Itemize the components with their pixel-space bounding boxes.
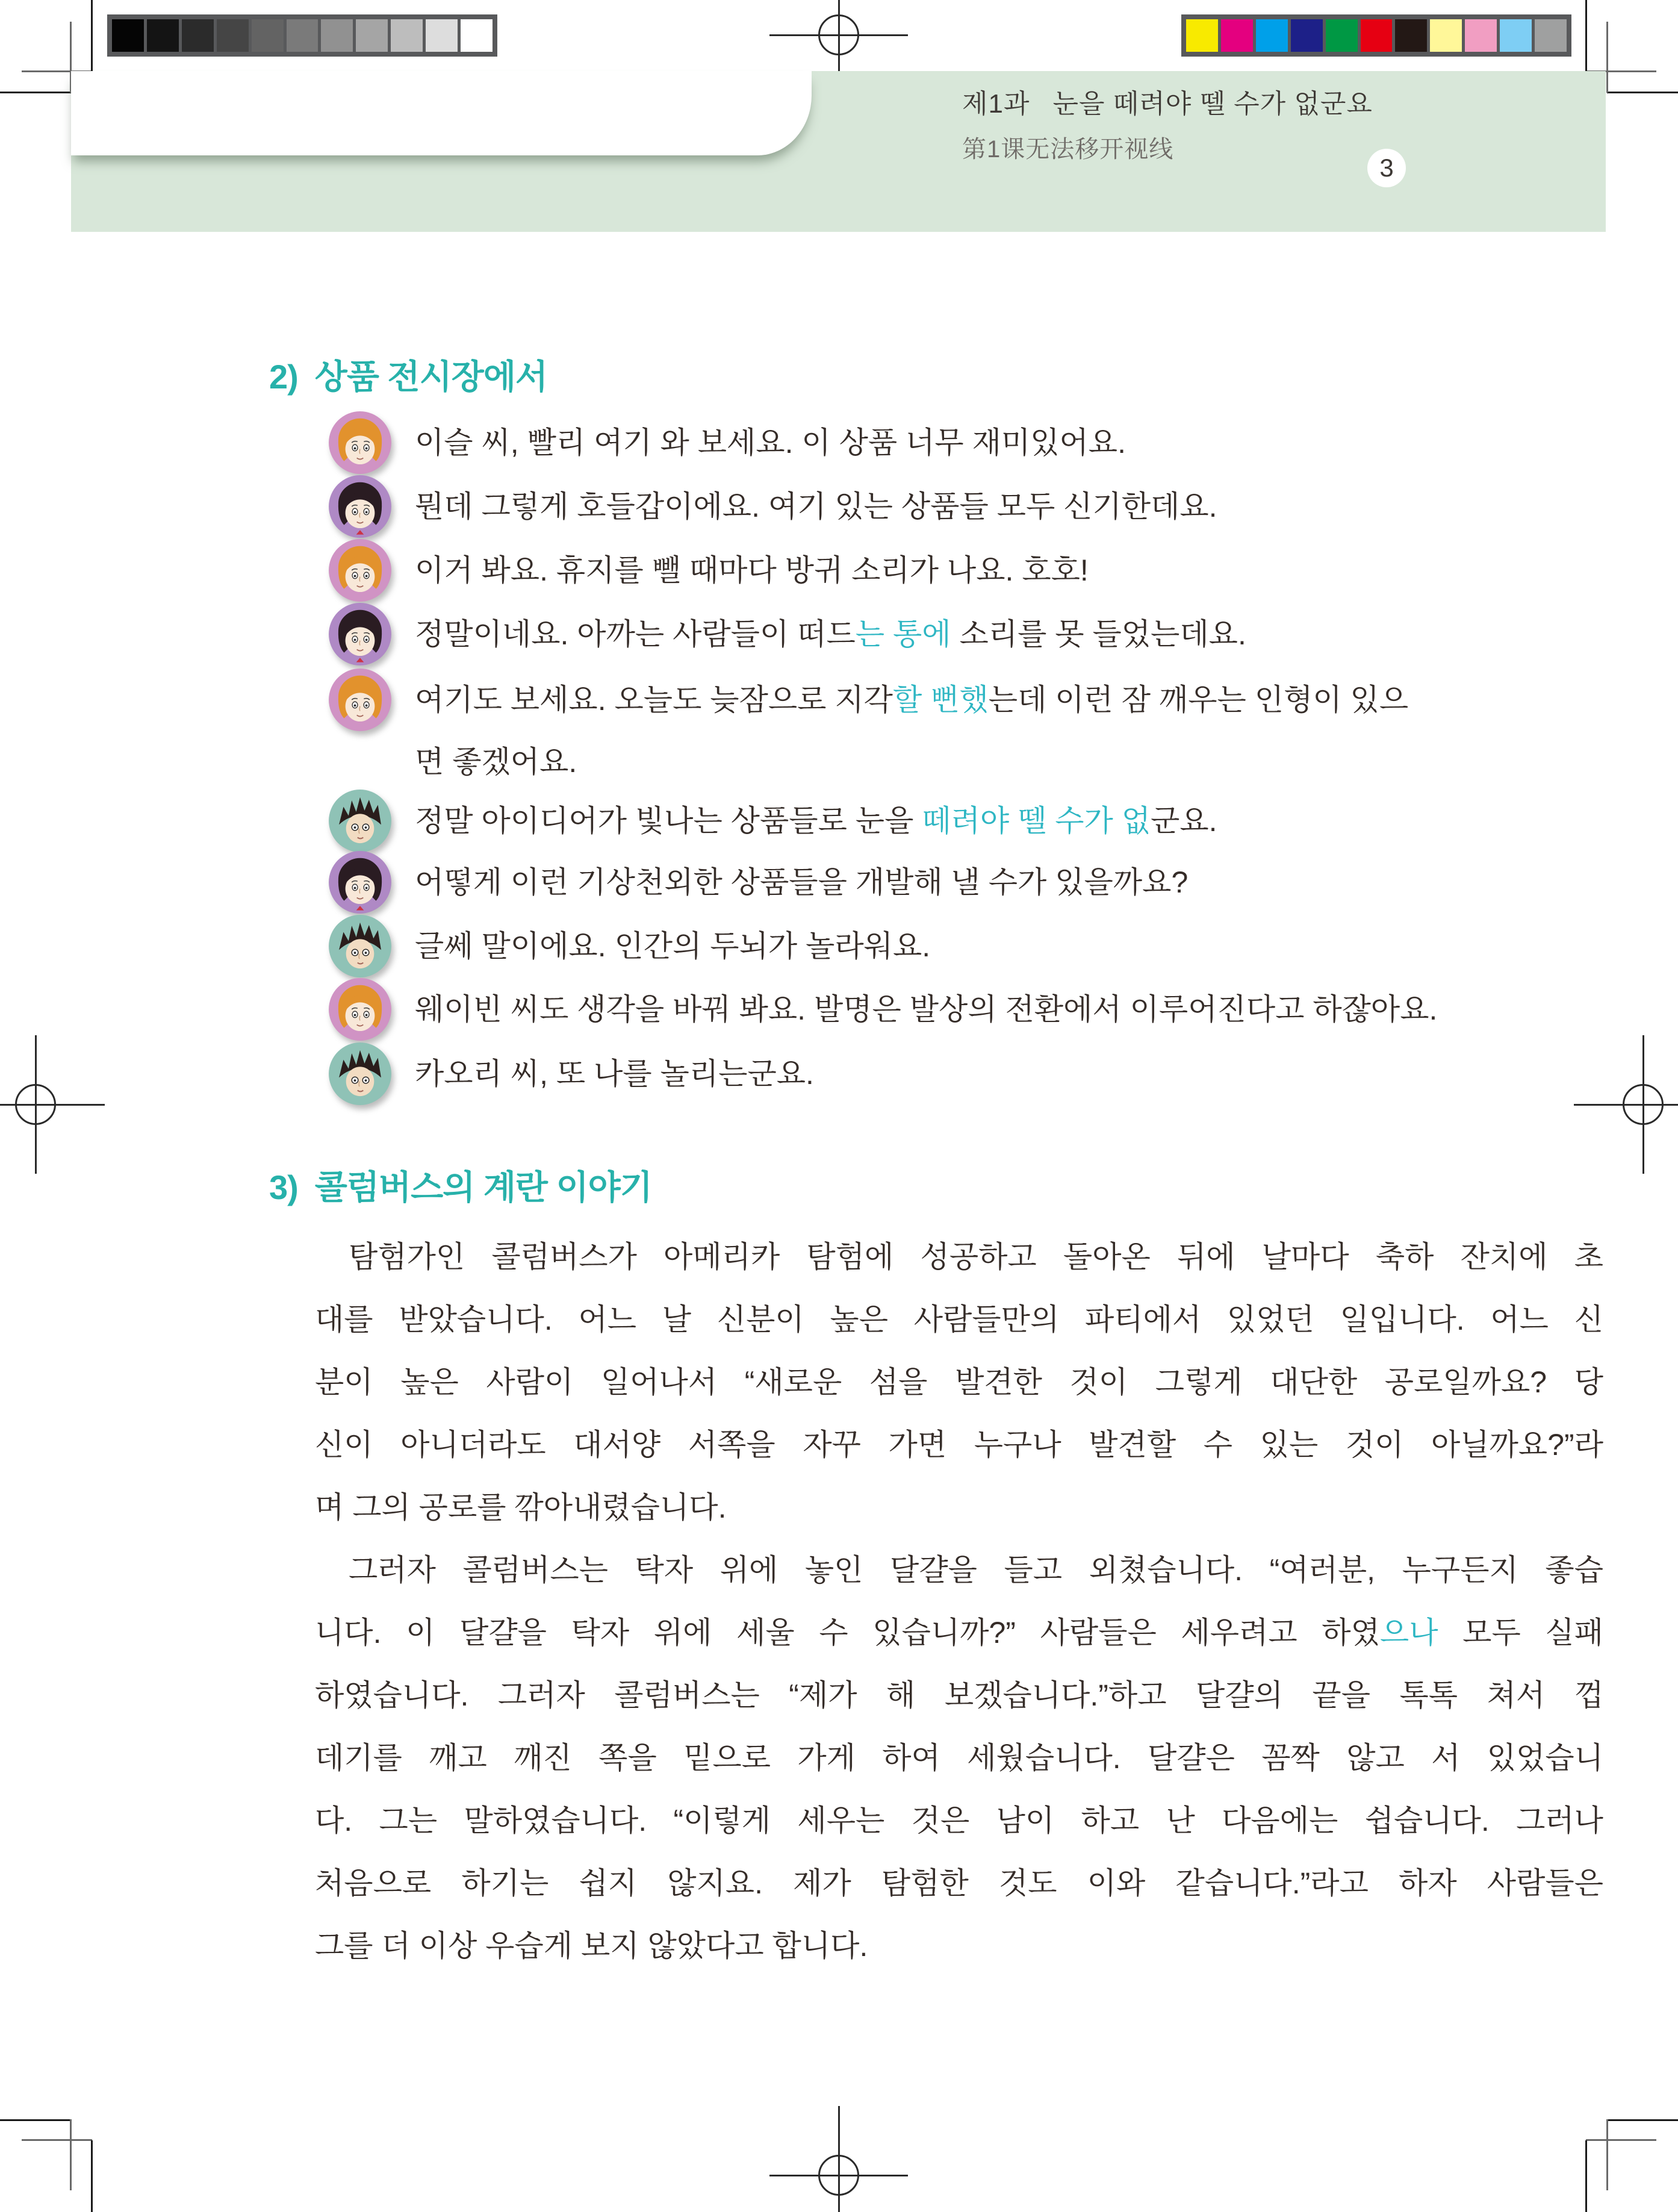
registration-circle [1623, 1084, 1664, 1125]
story-line [315, 1413, 1603, 1476]
text-segment: 군요. [1151, 804, 1217, 838]
grayscale-swatch [461, 19, 493, 52]
dialogue-row [328, 538, 1089, 602]
speaker-avatar-kaori-icon [328, 977, 392, 1041]
color-swatch [1465, 19, 1497, 52]
grayscale-swatch [217, 19, 249, 52]
dialogue-row [328, 914, 930, 978]
dialogue-row [328, 411, 1126, 475]
dialogue-row [328, 789, 1217, 853]
text-segment: 대를 받았습니다. 어느 날 신분이 높은 사람들만의 파티에서 있었던 일입니다. 어느 신 [315, 1303, 1603, 1336]
dialogue-row [328, 1042, 814, 1106]
color-calibration-bar [1181, 14, 1571, 57]
grayscale-swatch [252, 19, 284, 52]
dialogue-row [328, 977, 1437, 1041]
color-swatch [1291, 19, 1323, 52]
grammar-highlight: 는 통에 [855, 617, 951, 651]
dialogue-text [415, 915, 930, 977]
registration-circle [15, 1084, 56, 1125]
text-segment: 뭔데 그렇게 호들갑이에요. 여기 있는 상품들 모두 신기한데요. [415, 490, 1217, 523]
trim-mark-line [1585, 2140, 1587, 2212]
chapter-title-korean [962, 82, 1373, 120]
dialogue-line [415, 915, 930, 977]
story-line [315, 1664, 1603, 1727]
trim-mark-line [70, 2119, 72, 2190]
text-segment: 그러자 콜럼버스는 탁자 위에 놓인 달걀을 들고 외쳤습니다. “여러분, 누구든지 좋습 [349, 1553, 1603, 1587]
grayscale-swatch [356, 19, 388, 52]
chapter-title-ko: 눈을 떼려야 뗄 수가 없군요 [1052, 89, 1373, 119]
story-line [315, 1789, 1603, 1852]
dialogue-row [328, 602, 1246, 666]
section-2-number: 2) [269, 358, 298, 396]
dialogue-line [415, 1043, 814, 1105]
dialogue-text [415, 412, 1126, 474]
dialogue-text [415, 852, 1188, 914]
trim-mark-line [22, 2139, 92, 2141]
grayscale-swatch [426, 19, 458, 52]
text-segment: 정말이네요. 아까는 사람들이 떠드 [415, 617, 856, 651]
trim-mark-line [0, 2119, 71, 2121]
color-swatch [1326, 19, 1358, 52]
text-segment: 이슬 씨, 빨리 여기 와 보세요. 이 상품 너무 재미있어요. [415, 426, 1126, 460]
trim-mark-line [0, 92, 71, 93]
story-line [315, 1601, 1603, 1664]
grammar-highlight: 떼려야 뗄 수가 없 [922, 804, 1151, 838]
text-segment: 신이 아니더라도 대서양 서쪽을 자꾸 가면 누구나 발견할 수 있는 것이 아닐까요?”라 [315, 1428, 1603, 1462]
dialogue-line [415, 476, 1217, 538]
story-line [315, 1852, 1603, 1914]
trim-mark-line [1606, 22, 1608, 93]
chapter-header [962, 82, 1373, 164]
grayscale-calibration-bar [107, 14, 497, 57]
speaker-avatar-iseul-icon [328, 475, 392, 538]
text-segment: 어떻게 이런 기상천외한 상품들을 개발해 낼 수가 있을까요? [415, 865, 1189, 899]
grayscale-swatch [147, 19, 179, 52]
dialogue-line [415, 790, 1217, 852]
text-segment: 는데 이런 잠 깨우는 인형이 있으 [988, 683, 1409, 717]
text-segment: 여기도 보세요. 오늘도 늦잠으로 지각 [415, 683, 893, 717]
grayscale-swatch [321, 19, 353, 52]
dialogue-line [415, 540, 1089, 602]
text-segment: 며 그의 공로를 깎아내렸습니다. [315, 1491, 727, 1524]
dialogue-text [415, 669, 1408, 793]
grammar-highlight: 할 뻔했 [892, 683, 989, 717]
color-swatch [1361, 19, 1393, 52]
section-3-heading [269, 1161, 652, 1209]
story-line [315, 1226, 1603, 1288]
dialogue-text [415, 476, 1217, 538]
story-line [315, 1288, 1603, 1351]
registration-circle [818, 14, 859, 55]
color-swatch [1500, 19, 1532, 52]
text-segment: 다. 그는 말하였습니다. “이렇게 세우는 것은 남이 하고 난 다음에는 쉽습니다. 그러나 [315, 1804, 1603, 1837]
chapter-title-chinese [962, 130, 1373, 164]
registration-circle [818, 2155, 859, 2196]
text-segment: 카오리 씨, 또 나를 놀리는군요. [415, 1057, 814, 1091]
text-segment: 웨이빈 씨도 생각을 바꿔 봐요. 발명은 발상의 전환에서 이루어진다고 하잖아요. [415, 992, 1438, 1026]
text-segment: 면 좋겠어요. [415, 745, 577, 779]
speaker-avatar-iseul-icon [328, 602, 392, 666]
color-swatch [1430, 19, 1462, 52]
trim-mark-line [1607, 92, 1678, 93]
text-segment: 그를 더 이상 우습게 보지 않았다고 합니다. [315, 1929, 868, 1963]
text-segment: 분이 높은 사람이 일어나서 “새로운 섬을 발견한 것이 그렇게 대단한 공로일까요? 당 [315, 1365, 1603, 1399]
story-line [315, 1914, 1603, 1977]
trim-mark-line [1606, 2119, 1608, 2190]
chapter-header-band [71, 71, 1606, 232]
grayscale-swatch [112, 19, 144, 52]
color-swatch [1395, 19, 1427, 52]
dialogue-line [415, 979, 1437, 1041]
dialogue-row [328, 475, 1217, 538]
speaker-avatar-weibin-icon [328, 1042, 392, 1106]
trim-mark-line [91, 0, 93, 72]
text-segment: 정말 아이디어가 빛나는 상품들로 눈을 [415, 804, 922, 838]
story-line [315, 1539, 1603, 1601]
trim-mark-line [91, 2140, 93, 2212]
chapter-number-ko: 제1과 [962, 89, 1030, 119]
dialogue-line [415, 731, 1408, 793]
text-segment: 탐험가인 콜럼버스가 아메리카 탐험에 성공하고 돌아온 뒤에 날마다 축하 잔치에 초 [349, 1240, 1603, 1274]
dialogue-row [328, 668, 1408, 793]
color-swatch [1535, 19, 1567, 52]
dialogue-line [415, 412, 1126, 474]
story-paragraph-2 [315, 1539, 1603, 1977]
speaker-avatar-iseul-icon [328, 850, 392, 914]
page-number-badge [1367, 149, 1406, 187]
grayscale-swatch [182, 19, 214, 52]
color-swatch [1221, 19, 1253, 52]
story-line [315, 1476, 1603, 1539]
color-swatch [1186, 19, 1218, 52]
text-segment: 니다. 이 달걀을 탁자 위에 세울 수 있습니까?” 사람들은 세우려고 하였 [315, 1616, 1380, 1650]
trim-mark-line [1586, 2139, 1656, 2141]
text-segment: 소리를 못 들었는데요. [951, 617, 1246, 651]
grayscale-swatch [287, 19, 319, 52]
text-segment: 처음으로 하기는 쉽지 않지요. 제가 탐험한 것도 이와 같습니다.”라고 하자 사람들은 [315, 1866, 1603, 1900]
text-segment: 글쎄 말이에요. 인간의 두뇌가 놀라워요. [415, 929, 931, 963]
dialogue-text [415, 540, 1089, 602]
chapter-number-zh: 第1课 [962, 136, 1026, 163]
speaker-avatar-kaori-icon [328, 411, 392, 475]
chapter-title-zh: 无法移开视线 [1025, 136, 1174, 163]
speaker-avatar-kaori-icon [328, 538, 392, 602]
section-3-title: 콜럼버스의 계란 이야기 [314, 1168, 652, 1206]
story-paragraph-1 [315, 1226, 1603, 1539]
page-number: 3 [1379, 154, 1394, 182]
dialogue-text [415, 603, 1246, 665]
speaker-avatar-weibin-icon [328, 789, 392, 853]
section-2-title: 상품 전시장에서 [314, 358, 548, 396]
header-white-curve [71, 71, 812, 155]
story-line [315, 1351, 1603, 1413]
grammar-highlight: 으나 [1379, 1616, 1438, 1650]
color-swatch [1256, 19, 1288, 52]
text-segment: 하였습니다. 그러자 콜럼버스는 “제가 해 보겠습니다.”하고 달걀의 끝을 톡톡 쳐서 껍 [315, 1678, 1603, 1712]
text-segment: 모두 실패 [1438, 1616, 1603, 1650]
section-3-number: 3) [269, 1168, 298, 1206]
dialogue-text [415, 979, 1437, 1041]
trim-mark-line [1585, 0, 1587, 72]
dialogue-text [415, 1043, 814, 1105]
dialogue-line [415, 669, 1408, 731]
dialogue-text [415, 790, 1217, 852]
text-segment: 이거 봐요. 휴지를 뺄 때마다 방귀 소리가 나요. 호호! [415, 553, 1089, 587]
grayscale-swatch [391, 19, 423, 52]
text-segment: 데기를 깨고 깨진 쪽을 밑으로 가게 하여 세웠습니다. 달걀은 꼼짝 않고 서 있었습니 [315, 1741, 1603, 1775]
story-line [315, 1727, 1603, 1789]
dialogue-line [415, 603, 1246, 665]
dialogue-row [328, 850, 1188, 914]
section-2-heading [269, 350, 547, 399]
speaker-avatar-kaori-icon [328, 668, 392, 732]
dialogue-line [415, 852, 1188, 914]
trim-mark-line [1607, 2119, 1678, 2121]
speaker-avatar-weibin-icon [328, 914, 392, 978]
